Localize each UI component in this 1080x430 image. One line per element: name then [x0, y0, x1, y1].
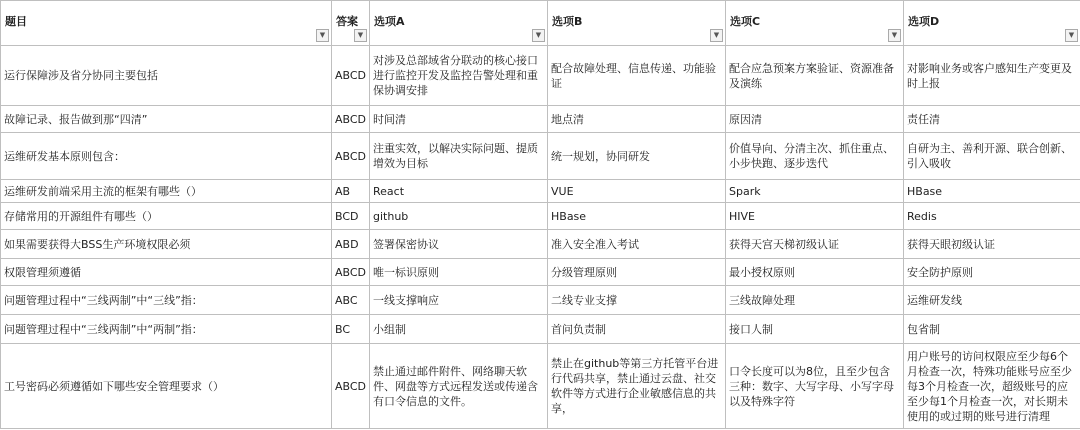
answer-cell[interactable]: ABCD	[332, 259, 370, 286]
option-c-cell[interactable]: 接口人制	[726, 315, 904, 344]
option-a-cell[interactable]: React	[370, 180, 548, 203]
option-b-cell[interactable]: VUE	[548, 180, 726, 203]
option-b-cell[interactable]: 准入安全准入考试	[548, 230, 726, 259]
table-row	[1, 344, 1080, 429]
option-c-cell[interactable]: 获得天宫天梯初级认证	[726, 230, 904, 259]
option-a-cell[interactable]: 一线支撑响应	[370, 286, 548, 315]
option-c-cell[interactable]: Spark	[726, 180, 904, 203]
question-cell[interactable]: 故障记录、报告做到那“四清”	[1, 106, 332, 133]
filter-dropdown-icon[interactable]: ▼	[316, 29, 329, 42]
option-d-cell[interactable]: Redis	[904, 203, 1080, 230]
answer-cell[interactable]: AB	[332, 180, 370, 203]
question-cell[interactable]: 问题管理过程中“三线两制”中“三线”指：	[1, 286, 332, 315]
option-b-cell[interactable]: 禁止在github等第三方托管平台进行代码共享，禁止通过云盘、社交软件等方式进行企业敏感信息的共享，	[548, 344, 726, 429]
table-row	[1, 286, 1080, 315]
table-row	[1, 180, 1080, 203]
filter-dropdown-icon[interactable]: ▼	[354, 29, 367, 42]
option-d-cell[interactable]: 获得天眼初级认证	[904, 230, 1080, 259]
option-b-cell[interactable]: 分级管理原则	[548, 259, 726, 286]
option-a-cell[interactable]: github	[370, 203, 548, 230]
answer-cell[interactable]: BC	[332, 315, 370, 344]
option-b-cell[interactable]: 地点清	[548, 106, 726, 133]
option-c-cell[interactable]: 价值导向、分清主次、抓住重点、小步快跑、逐步迭代	[726, 133, 904, 180]
header-question: 题目 ▼	[1, 1, 332, 46]
option-d-cell[interactable]: 自研为主、善利开源、联合创新、引入吸收	[904, 133, 1080, 180]
option-a-cell[interactable]: 唯一标识原则	[370, 259, 548, 286]
option-d-cell[interactable]: 运维研发线	[904, 286, 1080, 315]
table-row	[1, 230, 1080, 259]
question-cell[interactable]: 问题管理过程中“三线两制”中“两制”指：	[1, 315, 332, 344]
table-row	[1, 106, 1080, 133]
option-b-cell[interactable]: 配合故障处理、信息传递、功能验证	[548, 46, 726, 106]
option-b-cell[interactable]: 二线专业支撑	[548, 286, 726, 315]
question-cell[interactable]: 权限管理须遵循	[1, 259, 332, 286]
option-d-cell[interactable]: 用户账号的访问权限应至少每6个月检查一次，特殊功能账号应至少每3个月检查一次，超级账号的应至少每1个月检查一次，对长期未使用的或过期的账号进行清理	[904, 344, 1080, 429]
option-d-cell[interactable]: 包省制	[904, 315, 1080, 344]
table-row	[1, 315, 1080, 344]
answer-cell[interactable]: ABD	[332, 230, 370, 259]
filter-dropdown-icon[interactable]: ▼	[532, 29, 545, 42]
header-row	[1, 1, 1080, 46]
table-row	[1, 133, 1080, 180]
answer-cell[interactable]: ABC	[332, 286, 370, 315]
question-cell[interactable]: 运维研发前端采用主流的框架有哪些（）	[1, 180, 332, 203]
question-cell[interactable]: 存储常用的开源组件有哪些（）	[1, 203, 332, 230]
option-a-cell[interactable]: 对涉及总部域省分联动的核心接口进行监控开发及监控告警处理和重保协调安排	[370, 46, 548, 106]
question-cell[interactable]: 如果需要获得大BSS生产环境权限必须	[1, 230, 332, 259]
option-c-cell[interactable]: 配合应急预案方案验证、资源准备及演练	[726, 46, 904, 106]
option-a-cell[interactable]: 禁止通过邮件附件、网络聊天软件、网盘等方式远程发送或传递含有口令信息的文件。	[370, 344, 548, 429]
answer-cell[interactable]: ABCD	[332, 133, 370, 180]
option-c-cell[interactable]: 三线故障处理	[726, 286, 904, 315]
option-c-cell[interactable]: 最小授权原则	[726, 259, 904, 286]
option-c-cell[interactable]: HIVE	[726, 203, 904, 230]
header-option-c: 选项C ▼	[726, 1, 904, 46]
header-option-d: 选项D ▼	[904, 1, 1080, 46]
option-a-cell[interactable]: 注重实效，以解决实际问题、提质增效为目标	[370, 133, 548, 180]
question-cell[interactable]: 运行保障涉及省分协同主要包括	[1, 46, 332, 106]
answer-cell[interactable]: ABCD	[332, 344, 370, 429]
option-d-cell[interactable]: 对影响业务或客户感知生产变更及时上报	[904, 46, 1080, 106]
option-d-cell[interactable]: HBase	[904, 180, 1080, 203]
question-cell[interactable]: 运维研发基本原则包含：	[1, 133, 332, 180]
answer-cell[interactable]: BCD	[332, 203, 370, 230]
option-a-cell[interactable]: 签署保密协议	[370, 230, 548, 259]
option-a-cell[interactable]: 小组制	[370, 315, 548, 344]
option-b-cell[interactable]: 统一规划，协同研发	[548, 133, 726, 180]
answer-cell[interactable]: ABCD	[332, 106, 370, 133]
option-c-cell[interactable]: 原因清	[726, 106, 904, 133]
option-a-cell[interactable]: 时间清	[370, 106, 548, 133]
header-option-a: 选项A ▼	[370, 1, 548, 46]
table-row	[1, 203, 1080, 230]
option-d-cell[interactable]: 安全防护原则	[904, 259, 1080, 286]
filter-dropdown-icon[interactable]: ▼	[888, 29, 901, 42]
header-answer: 答案 ▼	[332, 1, 370, 46]
question-cell[interactable]: 工号密码必须遵循如下哪些安全管理要求（）	[1, 344, 332, 429]
table-row	[1, 259, 1080, 286]
option-b-cell[interactable]: HBase	[548, 203, 726, 230]
filter-dropdown-icon[interactable]: ▼	[710, 29, 723, 42]
table-row	[1, 46, 1080, 106]
option-d-cell[interactable]: 责任清	[904, 106, 1080, 133]
answer-cell[interactable]: ABCD	[332, 46, 370, 106]
option-b-cell[interactable]: 首问负责制	[548, 315, 726, 344]
option-c-cell[interactable]: 口令长度可以为8位，且至少包含三种：数字、大写字母、小写字母以及特殊字符	[726, 344, 904, 429]
filter-dropdown-icon[interactable]: ▼	[1065, 29, 1078, 42]
header-option-b: 选项B ▼	[548, 1, 726, 46]
